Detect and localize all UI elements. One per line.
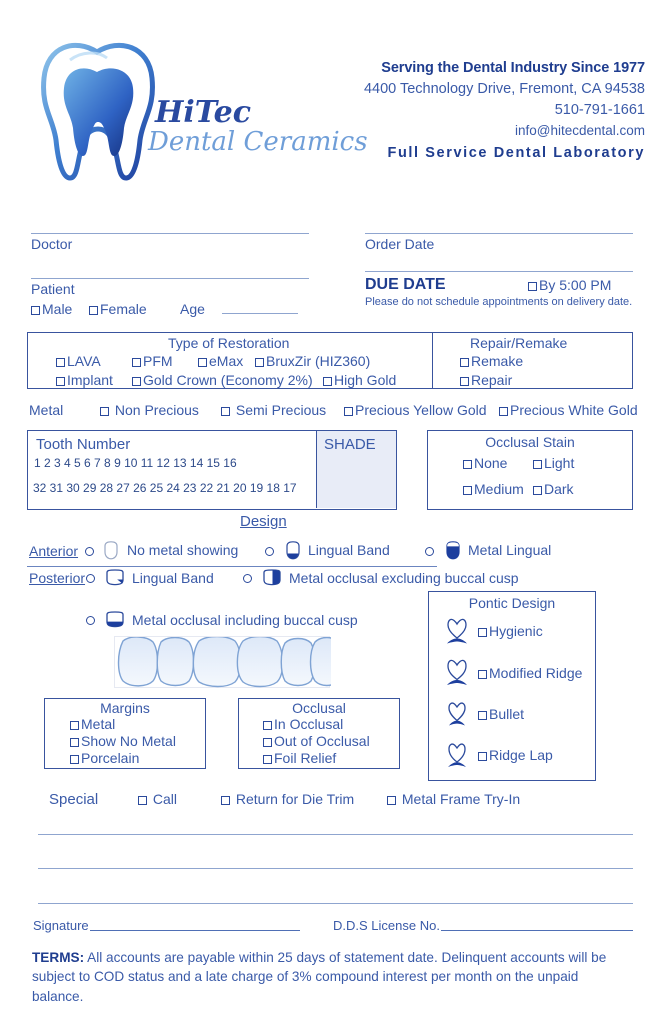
checkbox-bruxzir[interactable] [255, 353, 370, 369]
male-checkbox-icon[interactable] [31, 306, 40, 315]
checkbox-margins-metal[interactable] [70, 716, 115, 732]
precious-yellow-gold-checkbox-icon[interactable] [344, 407, 353, 416]
bruxzir-checkbox-icon[interactable] [255, 358, 264, 367]
checkbox-repair[interactable] [460, 372, 512, 388]
metal-frame-try-in-checkbox-icon[interactable] [387, 796, 396, 805]
terms-prefix: TERMS: [32, 950, 85, 965]
female-label: Female [100, 301, 147, 317]
checkbox-female[interactable] [89, 301, 147, 317]
restoration-title: Type of Restoration [168, 335, 290, 351]
notes-line-1[interactable] [38, 834, 633, 835]
repair-remake-title: Repair/Remake [470, 335, 568, 351]
radio-posterior-metal-excluding[interactable] [243, 574, 252, 583]
margins-porcelain-label: Porcelain [81, 750, 140, 766]
molar-metal-excluding-buccal-icon [262, 569, 282, 586]
foil-relief-label: Foil Relief [274, 750, 337, 766]
by-5pm-label: By 5:00 PM [539, 277, 612, 293]
checkbox-implant[interactable] [56, 372, 113, 388]
implant-label: Implant [67, 372, 113, 388]
bruxzir-label: BruxZir (HIZ360) [266, 353, 371, 369]
checkbox-stain-none[interactable] [463, 455, 507, 471]
tooth-number-title: Tooth Number [36, 436, 131, 453]
license-label: D.D.S License No. [333, 918, 440, 933]
license-field-line[interactable] [441, 930, 633, 931]
doctor-label: Doctor [31, 236, 73, 252]
non-precious-label: Non Precious [114, 402, 199, 418]
lava-checkbox-icon[interactable] [56, 358, 65, 367]
due-date-note: Please do not schedule appointments on delivery date. [365, 296, 633, 308]
molar-metal-including-buccal-icon [105, 611, 125, 628]
metal-frame-try-in-label: Metal Frame Try-In [401, 791, 521, 807]
pontic-hygienic-checkbox-icon[interactable] [478, 628, 487, 637]
occlusal-title: Occlusal [292, 700, 346, 716]
pontic-modified-ridge-icon [443, 658, 471, 688]
checkbox-return-for-die-trim[interactable] [221, 791, 354, 807]
order-date-label: Order Date [365, 236, 435, 252]
in-occlusal-label: In Occlusal [274, 716, 344, 732]
out-of-occlusal-label: Out of Occlusal [274, 733, 370, 749]
by-5pm-checkbox-icon[interactable] [528, 282, 537, 291]
return-for-die-trim-checkbox-icon[interactable] [221, 796, 230, 805]
checkbox-margins-porcelain[interactable] [70, 750, 139, 766]
stain-medium-label: Medium [474, 481, 524, 497]
box-divider [432, 333, 433, 388]
checkbox-pfm[interactable] [132, 353, 173, 369]
terms-text [32, 948, 632, 1006]
checkbox-in-occlusal[interactable] [263, 716, 343, 732]
notes-line-3[interactable] [38, 903, 633, 904]
posterior-option-metal-excluding[interactable]: Metal occlusal excluding buccal cusp [289, 570, 519, 586]
checkbox-foil-relief[interactable] [263, 750, 336, 766]
margins-metal-checkbox-icon[interactable] [70, 721, 79, 730]
female-checkbox-icon[interactable] [89, 306, 98, 315]
due-date-label: DUE DATE [365, 276, 446, 293]
call-checkbox-icon[interactable] [138, 796, 147, 805]
foil-relief-checkbox-icon[interactable] [263, 755, 272, 764]
pontic-ridge-lap-checkbox-icon[interactable] [478, 752, 487, 761]
stain-none-checkbox-icon[interactable] [463, 460, 472, 469]
anterior-option-no-metal-showing[interactable]: No metal showing [127, 542, 239, 558]
pontic-bullet-label: Bullet [489, 706, 525, 722]
radio-posterior-lingual-band[interactable] [86, 574, 95, 583]
checkbox-margins-show-no-metal[interactable] [70, 733, 176, 749]
margins-porcelain-checkbox-icon[interactable] [70, 755, 79, 764]
repair-label: Repair [471, 372, 513, 388]
posterior-option-lingual-band[interactable]: Lingual Band [132, 570, 214, 586]
due-date-field-line[interactable] [365, 271, 633, 272]
checkbox-pontic-hygienic[interactable] [478, 623, 543, 639]
radio-anterior-no-metal[interactable] [85, 547, 94, 556]
stain-none-label: None [474, 455, 508, 471]
pfm-label: PFM [143, 353, 173, 369]
male-label: Male [42, 301, 73, 317]
pfm-checkbox-icon[interactable] [132, 358, 141, 367]
repair-checkbox-icon[interactable] [460, 377, 469, 386]
design-heading: Design [240, 513, 287, 530]
in-occlusal-checkbox-icon[interactable] [263, 721, 272, 730]
form-header [0, 42, 663, 192]
pontic-design-title: Pontic Design [468, 595, 556, 611]
remake-checkbox-icon[interactable] [460, 358, 469, 367]
metal-label: Metal [29, 402, 64, 418]
signature-label: Signature [33, 918, 89, 933]
company-address: 4400 Technology Drive, Fremont, CA 94538 [363, 81, 645, 98]
tooth-metal-lingual-icon [445, 541, 461, 560]
company-tagline: Serving the Dental Industry Since 1977 [381, 60, 645, 76]
signature-field-line[interactable] [90, 930, 300, 931]
stain-light-label: Light [544, 455, 575, 471]
patient-label: Patient [31, 281, 75, 297]
precious-yellow-gold-label: Precious Yellow Gold [355, 402, 487, 418]
checkbox-precious-yellow-gold[interactable] [344, 402, 487, 418]
checkbox-remake[interactable] [460, 353, 523, 369]
posterior-label: Posterior [29, 570, 86, 586]
implant-checkbox-icon[interactable] [56, 377, 65, 386]
checkbox-by-5pm[interactable] [528, 277, 611, 293]
pontic-hygienic-label: Hygienic [489, 623, 543, 639]
checkbox-call[interactable] [138, 791, 177, 807]
precious-white-gold-checkbox-icon[interactable] [499, 407, 508, 416]
checkbox-stain-dark[interactable] [533, 481, 574, 497]
terms-body: All accounts are payable within 25 days of statement date. Delinquent accounts will be subject to COD status and a late charge of 3% compound interest per month on the unpaid balance. [32, 950, 607, 1004]
pontic-ridge-lap-label: Ridge Lap [489, 747, 553, 763]
checkbox-non-precious[interactable] [100, 402, 199, 418]
pontic-hygienic-icon [443, 617, 471, 647]
occlusal-stain-title: Occlusal Stain [485, 434, 575, 450]
company-contact-block [225, 58, 645, 165]
checkbox-gold-crown[interactable] [132, 372, 313, 388]
radio-posterior-metal-including[interactable] [86, 616, 95, 625]
stain-dark-checkbox-icon[interactable] [533, 486, 542, 495]
return-for-die-trim-label: Return for Die Trim [235, 791, 355, 807]
pontic-modified-ridge-label: Modified Ridge [489, 665, 583, 681]
call-label: Call [152, 791, 178, 807]
anterior-option-lingual-band[interactable]: Lingual Band [308, 542, 390, 558]
company-subtitle: Full Service Dental Laboratory [387, 145, 645, 162]
checkbox-pontic-ridge-lap[interactable] [478, 747, 553, 763]
checkbox-emax[interactable] [198, 353, 243, 369]
checkbox-lava[interactable] [56, 353, 101, 369]
non-precious-checkbox-icon[interactable] [100, 407, 109, 416]
precious-white-gold-label: Precious White Gold [510, 402, 638, 418]
margins-metal-label: Metal [81, 716, 116, 732]
brand-name-secondary: Dental Ceramics [148, 127, 368, 157]
stain-dark-label: Dark [544, 481, 574, 497]
teeth-svg [115, 637, 331, 689]
emax-checkbox-icon[interactable] [198, 358, 207, 367]
pontic-ridge-lap-icon [443, 741, 471, 771]
gold-crown-checkbox-icon[interactable] [132, 377, 141, 386]
stain-medium-checkbox-icon[interactable] [463, 486, 472, 495]
checkbox-pontic-bullet[interactable] [478, 706, 524, 722]
pontic-bullet-checkbox-icon[interactable] [478, 711, 487, 720]
checkbox-pontic-modified-ridge[interactable] [478, 665, 582, 681]
design-divider [27, 566, 437, 567]
margins-show-no-metal-checkbox-icon[interactable] [70, 738, 79, 747]
shade-label: SHADE [324, 436, 376, 453]
tooth-row-lower[interactable]: 32 31 30 29 28 27 26 25 24 23 22 21 20 19 18 17 [33, 481, 297, 495]
checkbox-high-gold[interactable] [323, 372, 396, 388]
tooth-row-upper[interactable]: 1 2 3 4 5 6 7 8 9 10 11 12 13 14 15 16 [34, 456, 237, 470]
remake-label: Remake [471, 353, 524, 369]
lava-label: LAVA [67, 353, 101, 369]
checkbox-male[interactable] [31, 301, 72, 317]
radio-anterior-lingual-band[interactable] [265, 547, 274, 556]
high-gold-checkbox-icon[interactable] [323, 377, 332, 386]
margins-title: Margins [100, 700, 150, 716]
doctor-field-line[interactable] [31, 233, 309, 234]
semi-precious-label: Semi Precious [235, 402, 327, 418]
anterior-teeth-illustration [114, 636, 330, 688]
special-label: Special [49, 791, 99, 808]
tooth-logo-icon [35, 42, 160, 182]
posterior-option-metal-including[interactable]: Metal occlusal including buccal cusp [132, 612, 358, 628]
checkbox-metal-frame-try-in[interactable] [387, 791, 520, 807]
age-field-line[interactable] [222, 313, 298, 314]
checkbox-out-of-occlusal[interactable] [263, 733, 370, 749]
gold-crown-label: Gold Crown (Economy 2%) [143, 372, 313, 388]
checkbox-semi-precious[interactable] [221, 402, 326, 418]
checkbox-stain-light[interactable] [533, 455, 574, 471]
checkbox-stain-medium[interactable] [463, 481, 524, 497]
emax-label: eMax [209, 353, 244, 369]
high-gold-label: High Gold [334, 372, 397, 388]
pontic-modified-ridge-checkbox-icon[interactable] [478, 670, 487, 679]
tooth-lingual-band-icon [285, 541, 301, 560]
checkbox-precious-white-gold[interactable] [499, 402, 638, 418]
molar-lingual-band-icon [105, 569, 125, 586]
out-of-occlusal-checkbox-icon[interactable] [263, 738, 272, 747]
company-phone: 510-791-1661 [554, 102, 645, 119]
pontic-bullet-icon [443, 700, 471, 730]
tooth-no-metal-icon [103, 541, 119, 560]
stain-light-checkbox-icon[interactable] [533, 460, 542, 469]
anterior-label: Anterior [29, 543, 79, 559]
margins-show-no-metal-label: Show No Metal [81, 733, 176, 749]
semi-precious-checkbox-icon[interactable] [221, 407, 230, 416]
anterior-option-metal-lingual[interactable]: Metal Lingual [468, 542, 552, 558]
brand-name-primary: HiTec [155, 95, 251, 130]
notes-line-2[interactable] [38, 868, 633, 869]
age-label: Age [180, 301, 205, 317]
radio-anterior-metal-lingual[interactable] [425, 547, 434, 556]
order-date-field-line[interactable] [365, 233, 633, 234]
company-email: info@hitecdental.com [514, 123, 645, 139]
patient-field-line[interactable] [31, 278, 309, 279]
